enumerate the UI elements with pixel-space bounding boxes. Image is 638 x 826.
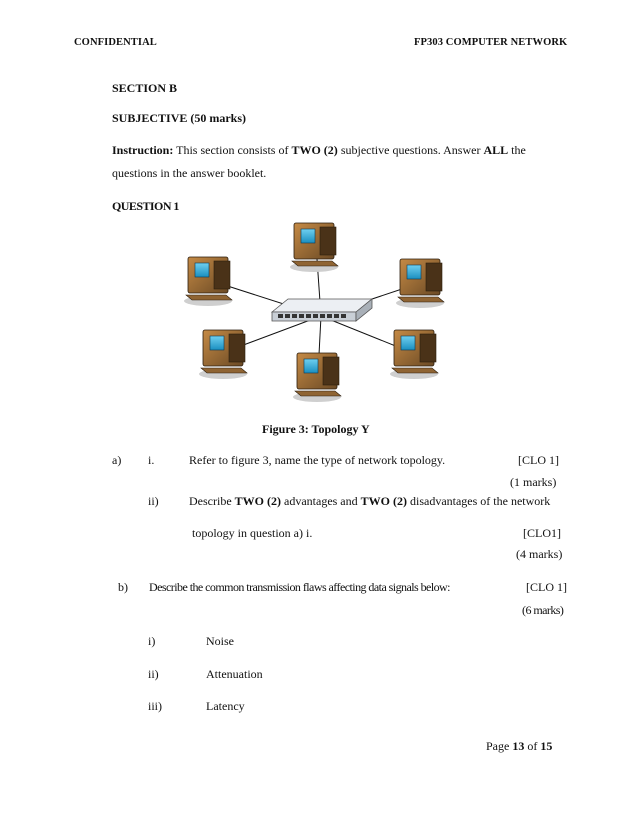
question-a-ii-line-2: topology in question a) i. <box>192 526 313 540</box>
instruction-label: Instruction: <box>112 143 174 157</box>
instruction-text-1: This section consists of <box>176 143 289 157</box>
question-a-letter: a) <box>112 453 122 467</box>
computer-upper-left-icon <box>184 257 232 306</box>
instruction-count: TWO (2) <box>291 143 338 157</box>
question-a-ii-number: ii) <box>148 494 159 508</box>
question-b-item-label: Noise <box>206 634 234 648</box>
computer-upper-right-icon <box>396 259 444 308</box>
question-b-item-number: ii) <box>148 667 159 681</box>
computer-top-icon <box>290 223 338 272</box>
header-course: FP303 COMPUTER NETWORK <box>414 37 568 48</box>
question-b-text: Describe the common transmission flaws affecting data signals below: <box>149 580 450 594</box>
question-a-ii-line-1 <box>189 494 550 509</box>
header-confidential: CONFIDENTIAL <box>74 37 157 48</box>
page-current: 13 <box>512 739 525 753</box>
instruction-line-2: questions in the answer booklet. <box>112 166 267 180</box>
question-a-ii-clo: [CLO1] <box>523 526 561 540</box>
question-b-item-label: Attenuation <box>206 667 263 681</box>
computer-bottom-icon <box>293 353 341 402</box>
instruction-all: ALL <box>483 143 509 157</box>
page-label: Page <box>486 739 510 753</box>
question-b-item-number: i) <box>148 634 156 648</box>
question-b-marks: (6 marks) <box>522 603 564 617</box>
section-title: SECTION B <box>112 81 178 95</box>
question-a-i-clo: [CLO 1] <box>518 453 559 467</box>
section-subtitle: SUBJECTIVE (50 marks) <box>112 111 247 125</box>
question-a-i-marks: (1 marks) <box>510 475 557 489</box>
question-b-letter: b) <box>118 580 128 594</box>
instruction-text-3: the <box>511 143 526 157</box>
question-a-ii-text-1: Describe <box>189 494 232 508</box>
question-a-ii-count-1: TWO (2) <box>234 494 281 508</box>
computer-lower-right-icon <box>390 330 438 379</box>
question-a-ii-text-2: advantages and <box>284 494 358 508</box>
figure-caption: Figure 3: Topology Y <box>262 422 370 436</box>
computer-lower-left-icon <box>199 330 247 379</box>
question-b-item-label: Latency <box>206 699 245 713</box>
page-total: 15 <box>540 739 553 753</box>
question-a-ii-marks: (4 marks) <box>516 547 563 561</box>
question-b-clo: [CLO 1] <box>526 580 567 594</box>
question-a-i-number: i. <box>148 453 155 467</box>
question-title: QUESTION 1 <box>112 199 179 213</box>
page-of-label: of <box>527 739 538 753</box>
question-b-item-number: iii) <box>148 699 162 713</box>
question-a-ii-text-3: disadvantages of the network <box>409 494 551 508</box>
page-number <box>486 739 552 754</box>
question-a-ii-count-2: TWO (2) <box>360 494 407 508</box>
switch-icon <box>272 299 372 321</box>
question-a-i-text: Refer to figure 3, name the type of network topology. <box>189 453 446 467</box>
instruction-text-2: subjective questions. Answer <box>340 143 481 157</box>
